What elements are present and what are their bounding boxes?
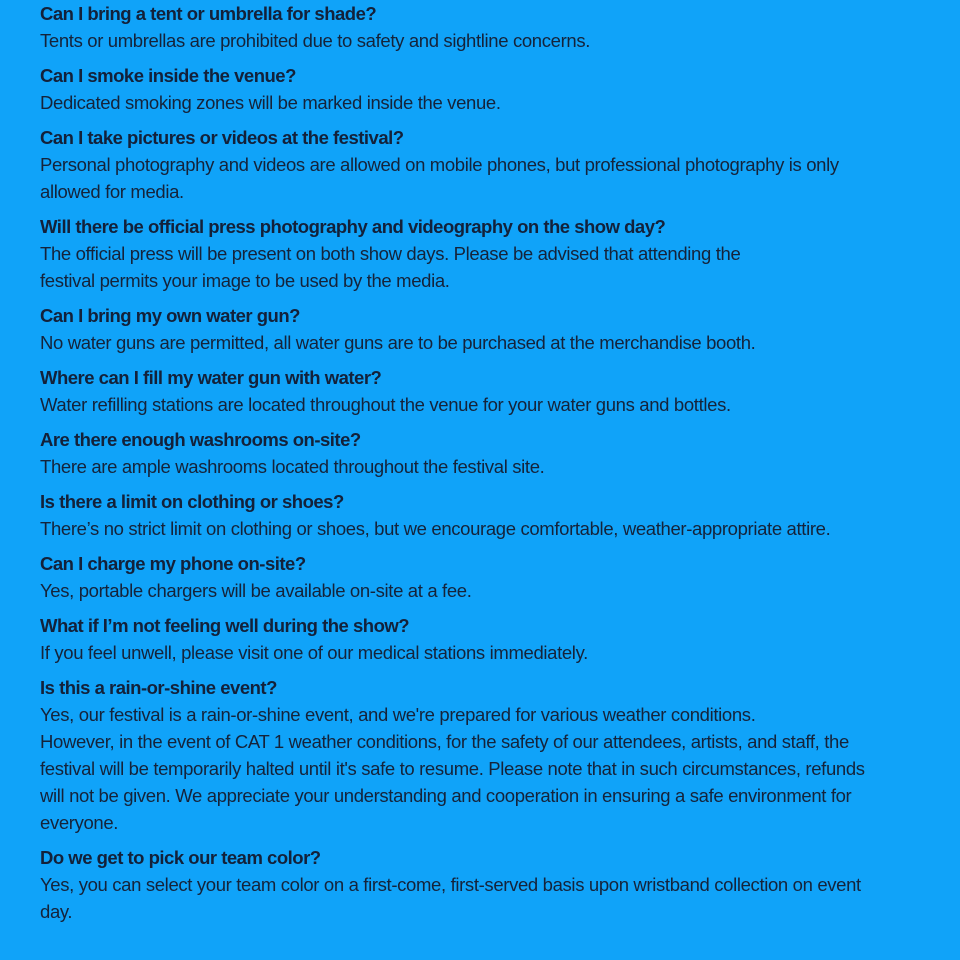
faq-answer-line: day.	[40, 901, 73, 922]
faq-list	[40, 0, 925, 933]
faq-answer-line: There are ample washrooms located throughout the festival site.	[40, 456, 545, 477]
faq-answer-line: allowed for media.	[40, 181, 184, 202]
faq-item-rain-or-shine	[40, 674, 925, 836]
faq-answer-line: Yes, you can select your team color on a first-come, first-served basis upon wristband collection on event	[40, 874, 861, 895]
faq-question: Can I smoke inside the venue?	[40, 65, 296, 86]
faq-item-water-gun	[40, 302, 925, 356]
faq-question: Where can I fill my water gun with water?	[40, 367, 382, 388]
faq-answer	[40, 871, 925, 925]
faq-question: Can I bring a tent or umbrella for shade?	[40, 3, 377, 24]
faq-answer-line: Tents or umbrellas are prohibited due to safety and sightline concerns.	[40, 30, 591, 51]
faq-answer	[40, 89, 925, 116]
faq-answer-line: festival will be temporarily halted until it's safe to resume. Please note that in such circumstances, refunds	[40, 758, 865, 779]
faq-answer-line: Dedicated smoking zones will be marked inside the venue.	[40, 92, 501, 113]
faq-answer	[40, 329, 925, 356]
faq-answer-line: No water guns are permitted, all water guns are to be purchased at the merchandise booth.	[40, 332, 756, 353]
faq-answer	[40, 453, 925, 480]
faq-question: Do we get to pick our team color?	[40, 847, 321, 868]
faq-item-washrooms	[40, 426, 925, 480]
faq-answer	[40, 701, 925, 836]
faq-answer-line: will not be given. We appreciate your understanding and cooperation in ensuring a safe environment for	[40, 785, 852, 806]
faq-answer-line: The official press will be present on both show days. Please be advised that attending the	[40, 243, 741, 264]
faq-question: Can I charge my phone on-site?	[40, 553, 306, 574]
faq-question: Is this a rain-or-shine event?	[40, 677, 277, 698]
faq-answer	[40, 639, 925, 666]
faq-answer	[40, 151, 925, 205]
faq-question: What if I’m not feeling well during the show?	[40, 615, 410, 636]
faq-question: Is there a limit on clothing or shoes?	[40, 491, 344, 512]
faq-answer-line: If you feel unwell, please visit one of our medical stations immediately.	[40, 642, 588, 663]
faq-answer	[40, 391, 925, 418]
faq-answer	[40, 240, 925, 294]
faq-answer-line: everyone.	[40, 812, 119, 833]
faq-item-charging	[40, 550, 925, 604]
faq-item-photos	[40, 124, 925, 205]
faq-answer-line: Water refilling stations are located throughout the venue for your water guns and bottles.	[40, 394, 731, 415]
faq-item-water-refill	[40, 364, 925, 418]
faq-question: Can I take pictures or videos at the festival?	[40, 127, 404, 148]
faq-item-tent	[40, 0, 925, 54]
faq-question: Can I bring my own water gun?	[40, 305, 300, 326]
faq-answer-line: However, in the event of CAT 1 weather conditions, for the safety of our attendees, artists, and staff, the	[40, 731, 849, 752]
faq-answer-line: Yes, portable chargers will be available on-site at a fee.	[40, 580, 472, 601]
faq-item-press	[40, 213, 925, 294]
faq-answer	[40, 27, 925, 54]
faq-answer	[40, 515, 925, 542]
faq-answer	[40, 577, 925, 604]
faq-answer-line: There’s no strict limit on clothing or shoes, but we encourage comfortable, weather-appropriate attire.	[40, 518, 831, 539]
faq-answer-line: Yes, our festival is a rain-or-shine event, and we're prepared for various weather conditions.	[40, 704, 756, 725]
faq-answer-line: Personal photography and videos are allowed on mobile phones, but professional photography is only	[40, 154, 839, 175]
faq-question: Will there be official press photography and videography on the show day?	[40, 216, 666, 237]
faq-item-medical	[40, 612, 925, 666]
faq-item-team-color	[40, 844, 925, 925]
faq-question: Are there enough washrooms on-site?	[40, 429, 361, 450]
faq-answer-line: festival permits your image to be used by the media.	[40, 270, 450, 291]
faq-item-smoking	[40, 62, 925, 116]
faq-item-clothing	[40, 488, 925, 542]
